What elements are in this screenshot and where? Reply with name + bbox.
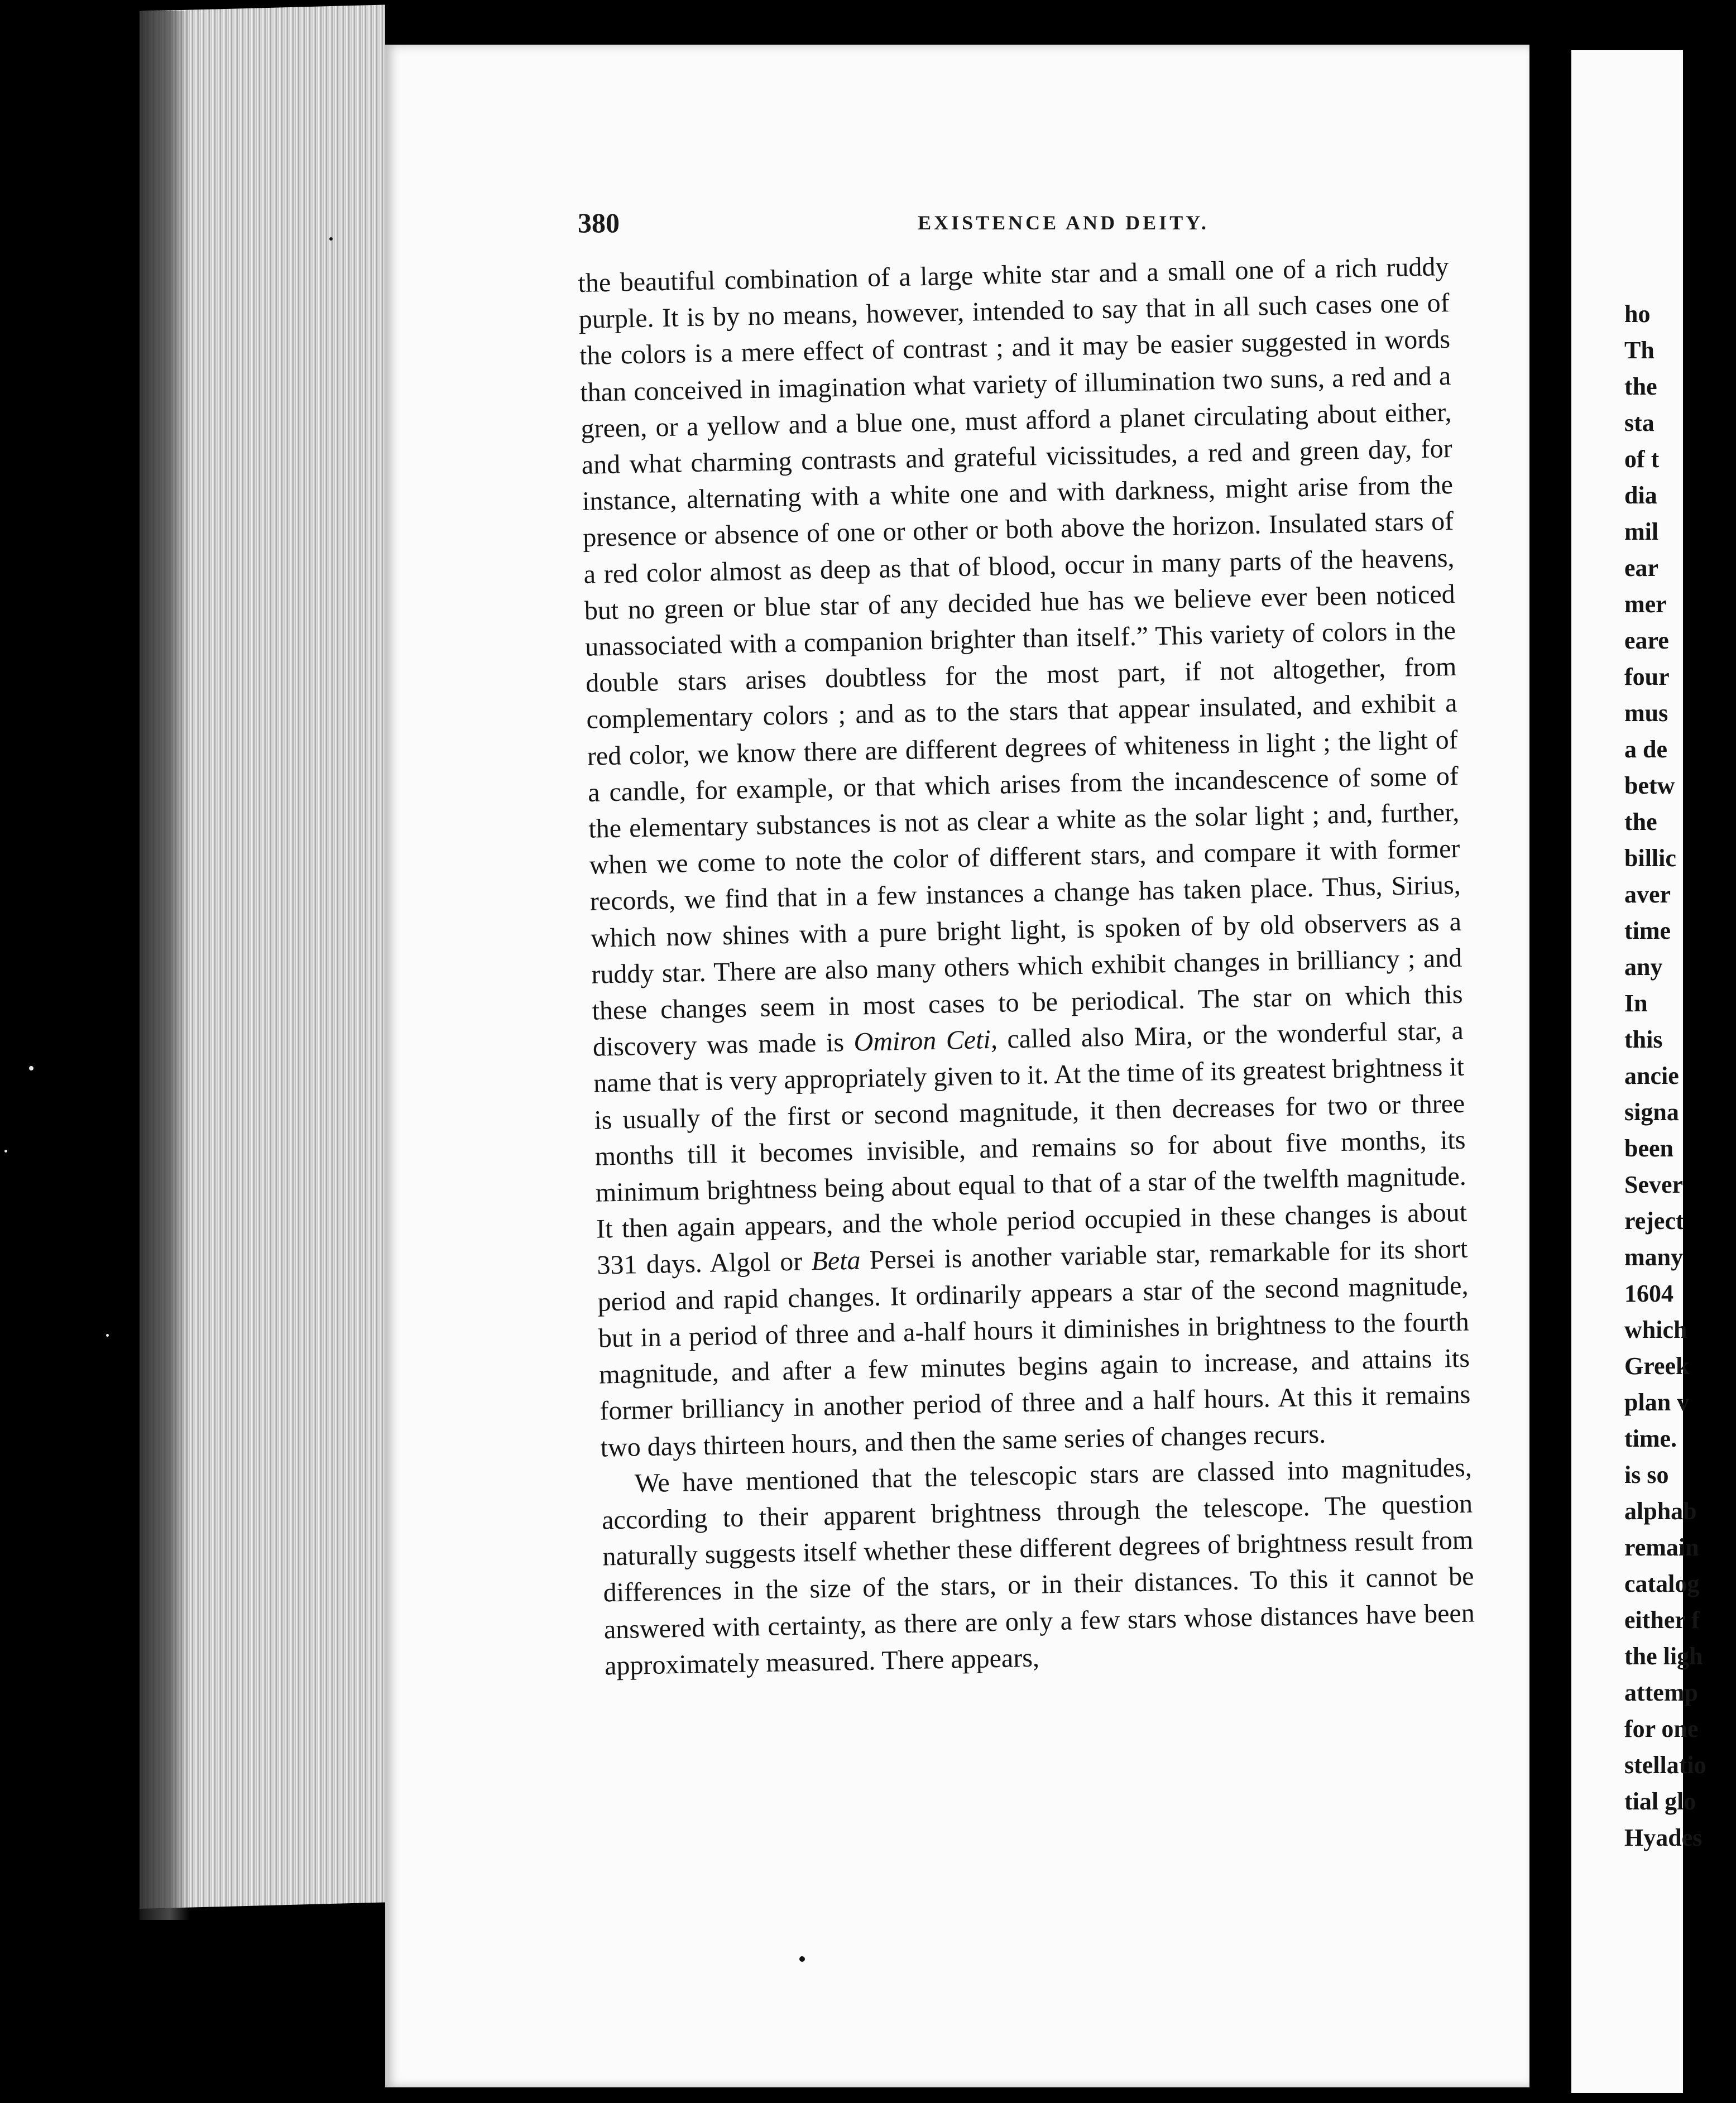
facing-line: attemp [1624,1679,1698,1706]
italic-star-name: Beta [811,1246,861,1276]
facing-line: remain [1624,1534,1699,1561]
page-number: 380 [578,207,620,238]
facing-line: the ligh [1624,1643,1703,1670]
facing-line: Hyades [1624,1824,1703,1851]
page-mark [799,1956,805,1962]
facing-line: tial glo [1624,1788,1696,1815]
facing-line: of t [1624,445,1660,473]
facing-line: a de [1624,736,1667,763]
facing-line: many [1624,1243,1684,1271]
facing-line: been [1624,1135,1673,1162]
paragraph-text: called also Mira, or the wonderful star, a name that is very appropriately given to it. At the time of its greatest brightness it is usually of the first or second magnitude, it then decreases for two or three months till it becomes invisible, and remains so for about five months, its minimum brightness being about equal to that of a star of the twelfth magnitude. It then again appears, and the whole period occupied in these changes is about 331 days. Algol or [593,1016,1468,1281]
facing-line: eare [1624,627,1669,654]
facing-line: plan v [1624,1389,1690,1416]
facing-line: any [1624,953,1663,981]
facing-page [1571,50,1706,2093]
facing-line: four [1624,663,1670,690]
facing-line: ho [1624,300,1651,328]
paragraph [578,248,1471,1466]
facing-line: Greek [1624,1352,1690,1380]
facing-line: mil [1624,518,1659,545]
paragraph-text: the beautiful combination of a large white star and a small one of a rich ruddy purple. It is by no means, however, intended to say that in all such cases one of the colors is a mere effect of contrast ; and it may be easier suggested in words than conceived in imagination what variety of illumination two suns, a red and a green, or a yellow and a blue one, must afford a planet circulating about either, and what charming contrasts and grateful vicissitudes, a red and green day, for instance, alternating with a white one and with darkness, might arise from the presence or absence of one or other or both above the horizon. Insulated stars of a red color almost as deep as that of blood, occur in many parts of the heavens, but no green or blue star of any decided hue has we believe ever been noticed unassociated with a companion brighter than itself.” This variety of colors in the double stars arises doubtless for the most part, if not altogether, from complementary colors ; and as to the stars that appear insulated, and exhibit a red color, we know there are different degrees of whiteness in light ; the light of a candle, for example, or that which arises from the incandescence of some of the elementary substances is not as clear a white as the solar light ; and, further, when we come to note the color of different stars, and compare it with former records, we find that in a few instances a change has taken place. Thus, Sirius, which now shines with a pure bright light, is spoken of by old observers as a ruddy star. There are also many others which exhibit changes in brilliancy ; and these changes seem in most cases to be periodical. The star on which this discovery was made is [578,252,1463,1063]
facing-line: sta [1624,409,1655,436]
facing-line: Sever [1624,1171,1684,1198]
facing-line: mer [1624,590,1667,618]
facing-line: ear [1624,554,1659,582]
facing-line: ancie [1624,1062,1679,1089]
facing-line: mus [1624,699,1668,727]
facing-line: either f [1624,1606,1700,1634]
running-head [578,207,1549,251]
facing-line: aver [1624,881,1671,908]
facing-line: the [1624,808,1657,836]
scan-speck [29,1066,33,1070]
italic-star-name: Omiron Ceti, [853,1025,998,1058]
book-page [385,45,1529,2087]
facing-line: which [1624,1316,1687,1343]
facing-line: dia [1624,482,1657,509]
facing-line: In [1624,990,1648,1017]
facing-line: time. [1624,1425,1677,1452]
edge-mark [329,237,333,241]
scan-speck [4,1150,7,1153]
facing-line: 1604 [1624,1280,1673,1307]
facing-line: catalog [1624,1570,1700,1597]
running-title: EXISTENCE AND DEITY. [918,212,1209,234]
paragraph-text: Persei is another variable star, remarkable for its short period and rapid changes. It ordinarily appears a star of the second magnitude, but in a period of three and a-half hours it diminishes in brightness to the fourth magnitude, and after a few minutes begins again to increase, and attains its former brilliancy in another period of three and a half hours. At this it remains two days thirteen hours, and then the same series of changes recurs. [597,1234,1471,1463]
facing-line: reject [1624,1207,1684,1235]
facing-line: alphab [1624,1497,1697,1525]
facing-line: stellatio [1624,1751,1706,1779]
facing-line: Th [1624,337,1655,364]
facing-line: this [1624,1026,1663,1053]
body-text [578,248,1476,1684]
facing-line: for one [1624,1715,1699,1742]
facing-line: the [1624,373,1657,400]
facing-line: betw [1624,772,1675,799]
paragraph: We have mentioned that the telescopic stars are classed into magnitudes, according to their apparent brightness through the telescope. The question naturally suggests itself whether these different degrees of brightness result from differences in the size of the stars, or in their distances. To this it cannot be answered with certainty, as there are only a few stars whose distances have been approximately measured. There appears, [601,1452,1475,1681]
book-edge-shadow [140,11,190,1920]
facing-line: is so [1624,1461,1669,1489]
facing-page-text [1624,296,1736,1856]
facing-line: time [1624,917,1671,944]
facing-line: billic [1624,844,1676,872]
facing-line: signa [1624,1098,1679,1126]
scan-speck [106,1334,109,1337]
